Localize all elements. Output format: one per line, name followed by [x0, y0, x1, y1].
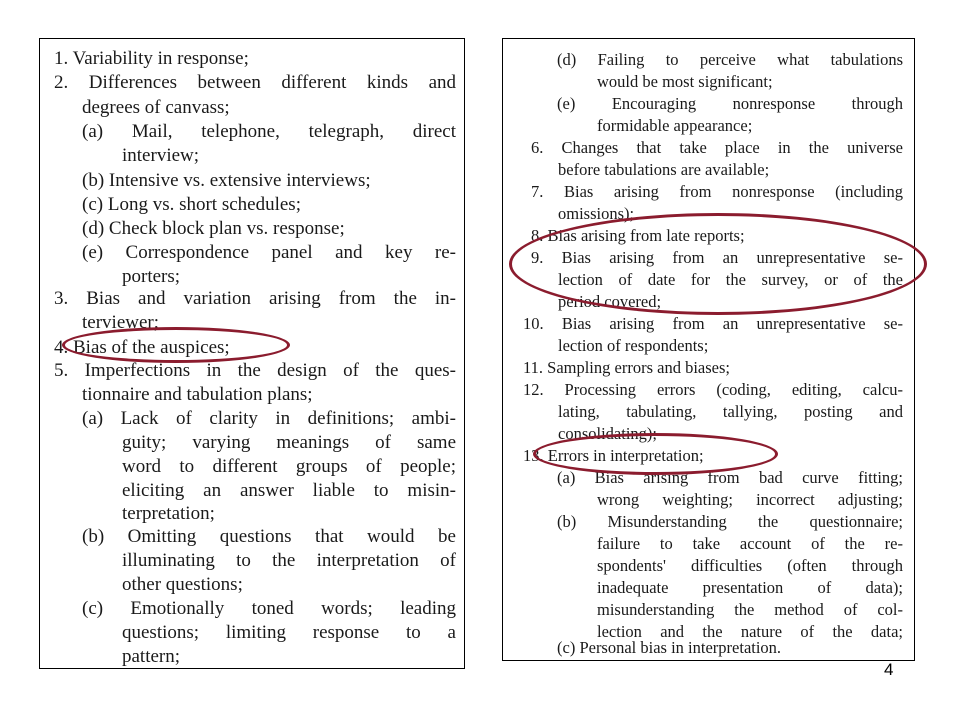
list-item: (d) Failing to perceive what tabulations [557, 50, 903, 69]
list-item: word to different groups of people; [122, 456, 456, 477]
list-item: 11. Sampling errors and biases; [523, 358, 730, 377]
list-item: lection of date for the survey, or of the [558, 270, 903, 289]
list-item: lection of respondents; [558, 336, 709, 355]
list-item: failure to take account of the re- [597, 534, 903, 553]
list-item: wrong weighting; incorrect adjusting; [597, 490, 903, 509]
list-item: (a) Lack of clarity in definitions; ambi- [82, 408, 456, 429]
list-item: 9. Bias arising from an unrepresentative se- [531, 248, 903, 267]
list-item: consolidating); [558, 424, 657, 443]
list-item: 4. Bias of the auspices; [54, 337, 230, 358]
list-item: 10. Bias arising from an unrepresentative se- [523, 314, 903, 333]
list-item: 5. Imperfections in the design of the ques- [54, 360, 456, 381]
list-item: (a) Mail, telephone, telegraph, direct [82, 121, 456, 142]
list-item: (d) Check block plan vs. response; [82, 218, 345, 239]
list-item: pattern; [122, 646, 181, 667]
list-item: spondents' difficulties (often through [597, 556, 903, 575]
list-item: (e) Encouraging nonresponse through [557, 94, 903, 113]
left-text-panel [39, 38, 465, 669]
list-item: (e) Correspondence panel and key re- [82, 242, 456, 263]
list-item: would be most significant; [597, 72, 773, 91]
list-item: guity; varying meanings of same [122, 432, 456, 453]
list-item: 13. Errors in interpretation; [523, 446, 704, 465]
list-item: eliciting an answer liable to misin- [122, 480, 456, 501]
list-item: (b) Omitting questions that would be [82, 526, 456, 547]
list-item: 3. Bias and variation arising from the in- [54, 288, 456, 309]
list-item: before tabulations are available; [558, 160, 770, 179]
list-item: terviewer; [82, 312, 160, 333]
list-item: 8. Bias arising from late reports; [531, 226, 745, 245]
list-item: (c) Personal bias in interpretation. [557, 638, 782, 657]
list-item: (b) Misunderstanding the questionnaire; [557, 512, 903, 531]
list-item: 2. Differences between different kinds and [54, 72, 456, 93]
list-item: terpretation; [122, 503, 215, 524]
list-item: (c) Emotionally toned words; leading [82, 598, 456, 619]
list-item: questions; limiting response to a [122, 622, 456, 643]
list-item: (b) Intensive vs. extensive interviews; [82, 170, 371, 191]
right-text-panel [502, 38, 915, 661]
list-item: (a) Bias arising from bad curve fitting; [557, 468, 903, 487]
list-item: 1. Variability in response; [54, 48, 249, 69]
list-item: 12. Processing errors (coding, editing, calcu- [523, 380, 903, 399]
list-item: interview; [122, 145, 200, 166]
list-item: tionnaire and tabulation plans; [82, 384, 313, 405]
list-item: other questions; [122, 574, 243, 595]
list-item: formidable appearance; [597, 116, 753, 135]
list-item: 6. Changes that take place in the universe [531, 138, 903, 157]
list-item: period covered; [558, 292, 662, 311]
list-item: misunderstanding the method of col- [597, 600, 903, 619]
list-item: lection and the nature of the data; [597, 622, 903, 641]
list-item: lating, tabulating, tallying, posting and [558, 402, 903, 421]
list-item: porters; [122, 266, 181, 287]
page-number: 4 [884, 660, 894, 679]
list-item: inadequate presentation of data); [597, 578, 903, 597]
list-item: illuminating to the interpretation of [122, 550, 456, 571]
list-item: degrees of canvass; [82, 97, 230, 118]
list-item: (c) Long vs. short schedules; [82, 194, 301, 215]
list-item: omissions); [558, 204, 635, 223]
list-item: 7. Bias arising from nonresponse (including [531, 182, 903, 201]
